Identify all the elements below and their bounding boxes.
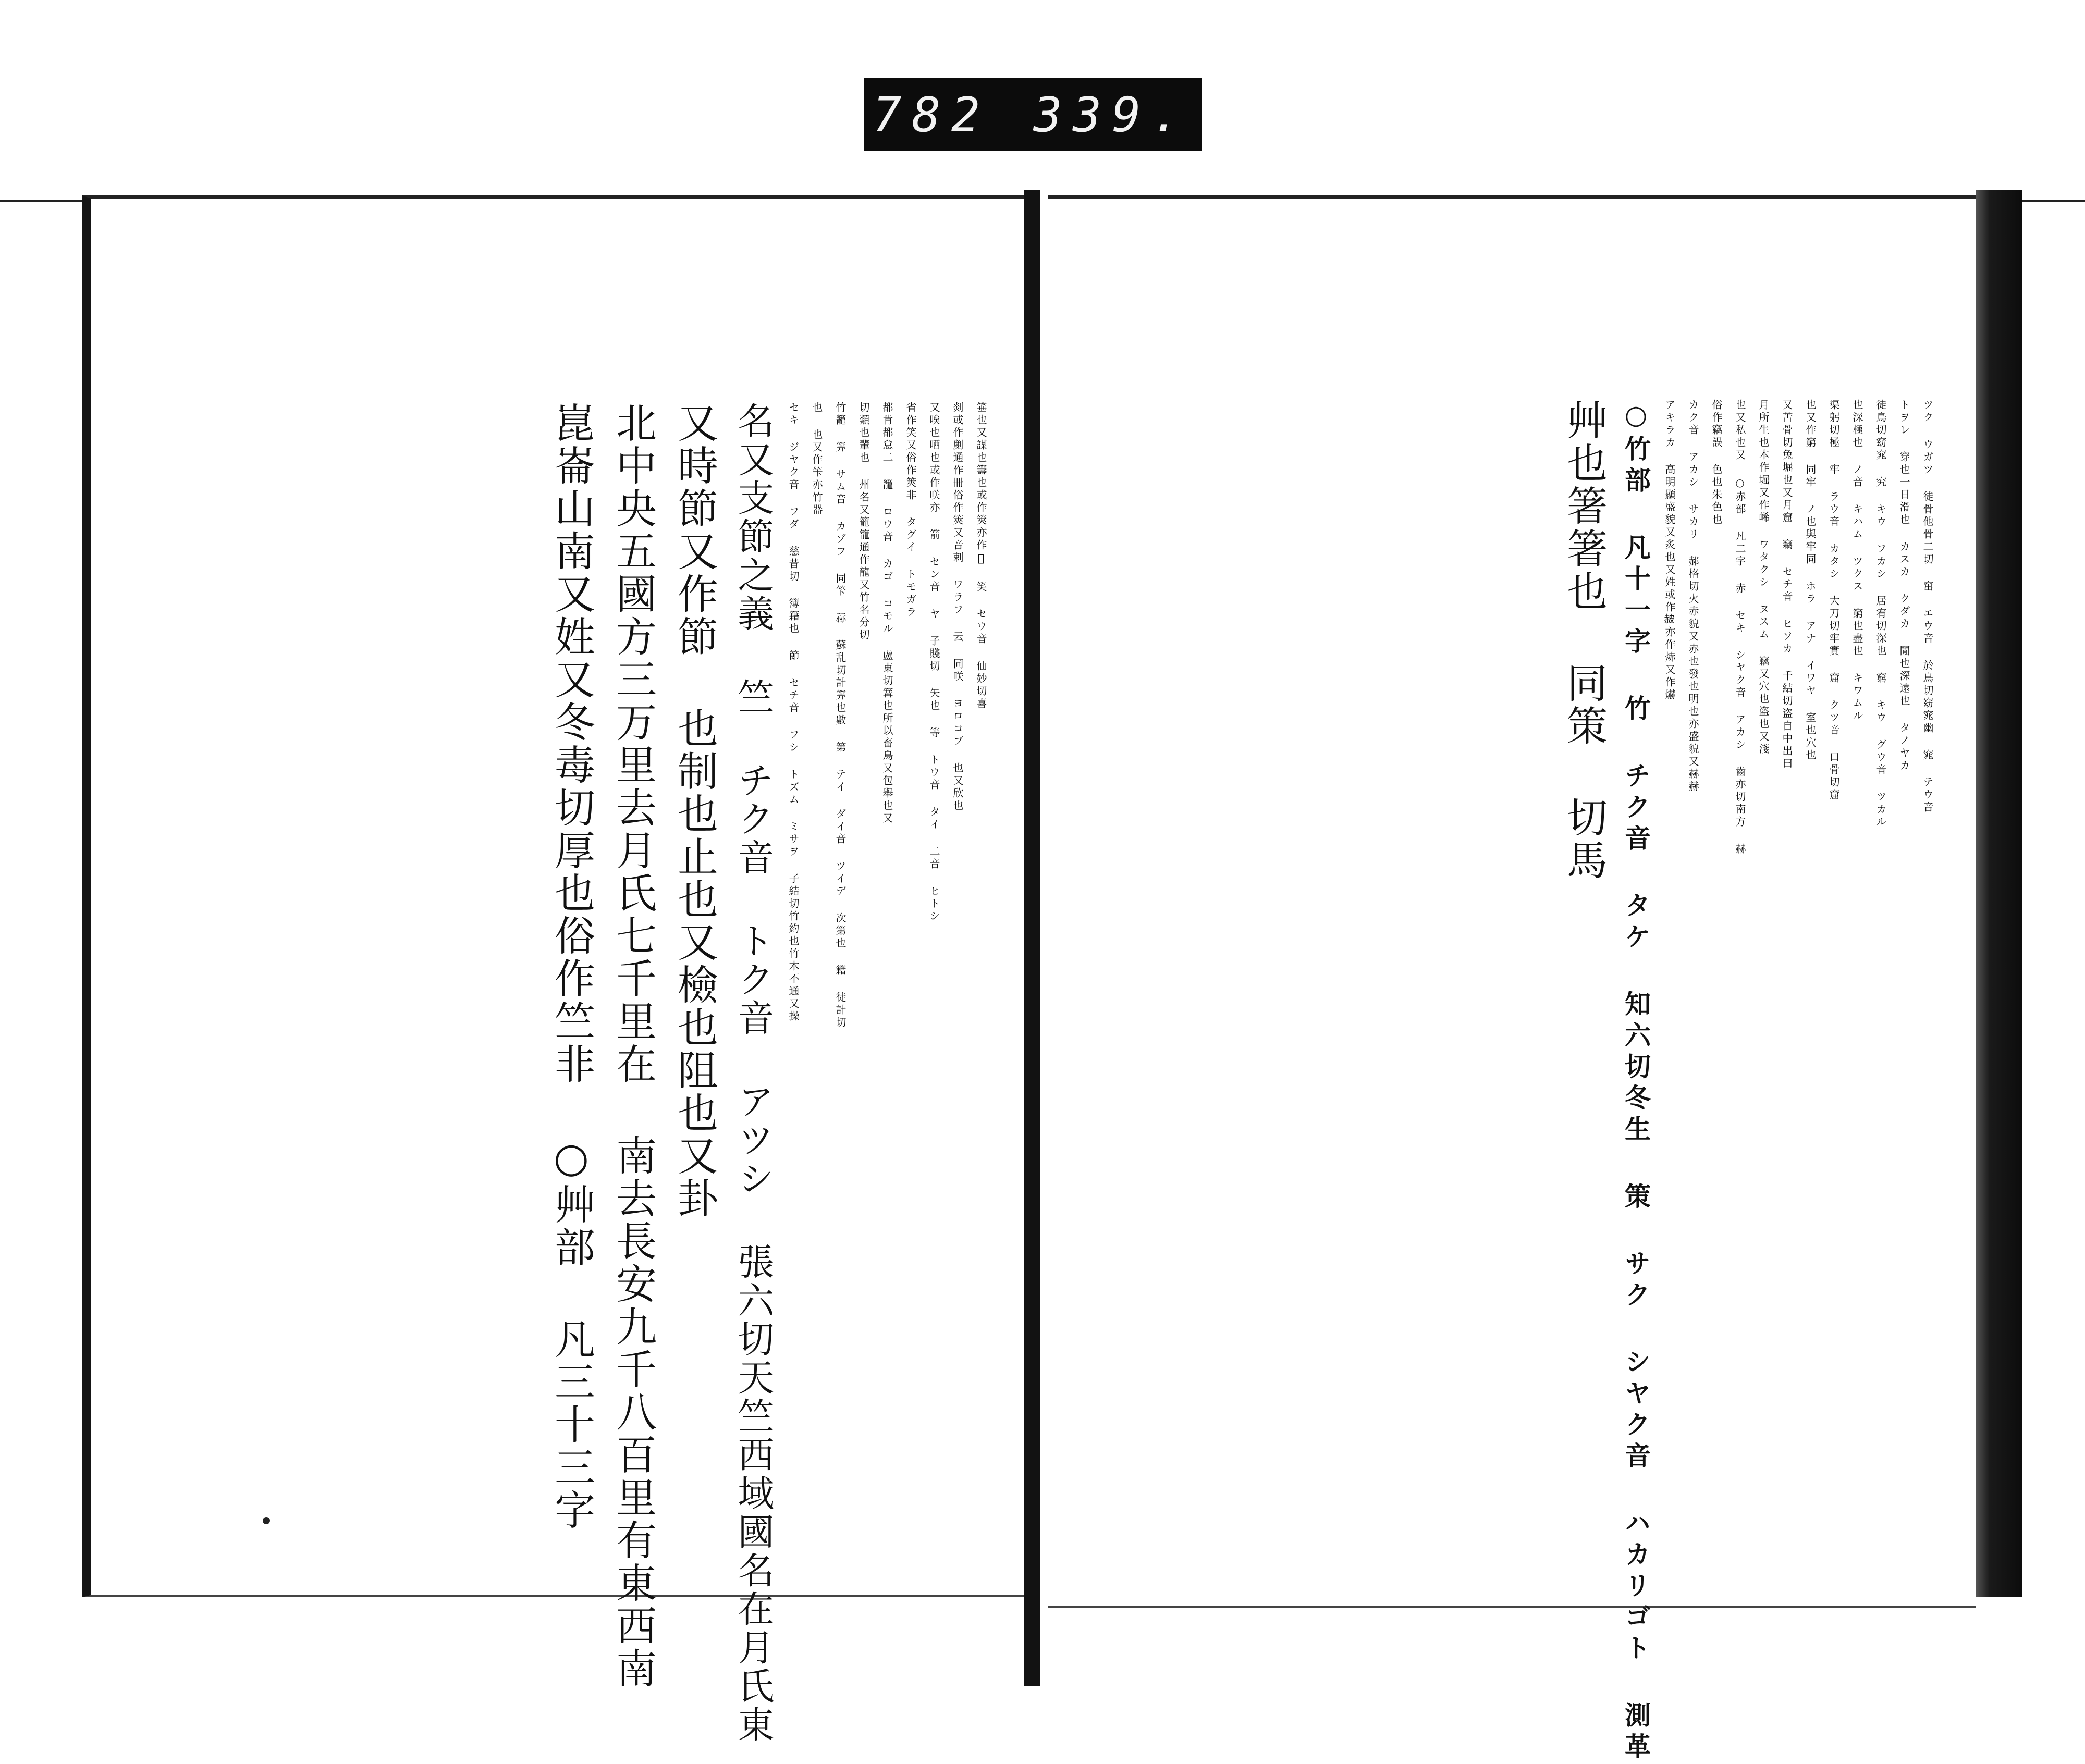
book-spine xyxy=(1024,190,1040,1686)
left-column-7: 竹籠 筭 サム音 カゾフ 同笇 祘 蘇乱切計筭也數 第 テイ ダイ音 ツイデ 次第也 籍 徒計切 xyxy=(834,402,847,1029)
scan-number-label xyxy=(864,78,1202,151)
page-edge-line-left xyxy=(0,200,89,202)
right-column-4: 也深極也 ノ音 キハム ツクス 窮也盡也 キワムル xyxy=(1851,399,1863,722)
left-column-1: 箠也又謀也籌也或作筴亦作𠜂 笑 セウ音 仙妙切喜 xyxy=(975,402,987,710)
right-column-12: アキラカ 高明顯盛貌又炙也又姓或作𧹞亦作焃又作爀 xyxy=(1663,399,1676,701)
right-column-2: トヲレ 穿也一日滑也 カスカ クダカ 閒也深遠也 タノヤカ xyxy=(1898,399,1910,772)
left-column-10: 名又支節之義 竺 チク音 トク音 アツシ 張六切天竺西域國名在月氏東 xyxy=(732,402,775,1744)
ink-speck xyxy=(263,1517,270,1524)
right-page xyxy=(1048,195,1976,1764)
left-column-13: 崑崙山南又姓又冬毒切厚也俗作竺非 ○艸部 凡三十三字 xyxy=(548,402,595,1532)
right-column-9: 也又私也又 ○赤部 凡二字 赤 セキ シヤク音 アカシ 齒亦切南方 赫 xyxy=(1734,399,1746,856)
left-column-4: 省作笑又俗作筴非 タグイ トモガラ xyxy=(904,402,917,619)
right-column-7: 又苦骨切兔堀也又月窟 竊 セチ音 ヒソカ 千結切盗自中出曰 xyxy=(1781,399,1793,770)
scan-number-left: 782 xyxy=(873,87,991,143)
left-column-8: 也 也又作笇亦竹器 xyxy=(811,402,823,516)
page-edge-line-right xyxy=(2022,200,2085,202)
right-column-6: 也又作窮 同牢 ノ也與牢同 ホラ アナ イワヤ 室也穴也 xyxy=(1804,399,1817,762)
right-column-13: ○竹部 凡十一字 竹 チク音 タケ 知六切冬生 策 サク シヤク音 ハカリゴト 測革 xyxy=(1621,399,1651,1764)
scan-number-right: 339. xyxy=(1033,87,1191,143)
left-page-columns xyxy=(546,402,987,1744)
left-column-3: 又唉也哂也或作咲亦 箭 セン音 ヤ 子賤切 矢也 等 トウ音 タイ 二音 ヒトシ xyxy=(928,402,940,923)
left-column-11: 又時節又作節 也制也止也又檢也阻也又卦 xyxy=(671,402,718,1220)
right-column-5: 渠躬切極 牢 ラウ音 カタシ 大刀切牢實 窟 クツ音 口骨切窟 xyxy=(1828,399,1840,801)
right-column-8: 月所生也本作堀又作㟓 ワタクシ ヌスム 竊又穴也盗也又淺 xyxy=(1757,399,1770,756)
right-column-3: 徒鳥切窈窕 究 キウ フカシ 居宥切深也 窮 キウ グウ音 ツカル xyxy=(1874,399,1887,829)
right-column-1: ツク ウガツ 徒骨他骨二切 窋 エウ音 於鳥切窈窕幽 窕 テウ音 xyxy=(1921,399,1934,814)
left-column-12: 北中央五國方三万里去月氏七千里在 南去長安九千八百里有東西南 xyxy=(609,402,656,1690)
right-page-columns xyxy=(1558,399,1934,1764)
book-fore-edge xyxy=(1976,190,2022,1597)
left-column-5: 都肯都怠二 籠 ロウ音 カゴ コモル 盧東切篝也所以畜鳥又包舉也又 xyxy=(881,402,893,825)
left-page xyxy=(82,195,1034,1744)
left-column-6: 切類也輩也 州名又籠籠通作龍又竹名分切 xyxy=(857,402,870,642)
left-column-9: セキ ジヤク音 フダ 慈昔切 簿籍也 節 セチ音 フシ トズム ミサヲ 子結切竹約也竹木不通又操 xyxy=(787,402,800,1023)
right-column-14: 艸也箸箸也 同策 切馬 xyxy=(1560,399,1607,882)
left-column-2: 剡或作剫通作冊俗作筴又音剌 ワラフ 云 同咲 ヨロコブ 也又欣也 xyxy=(951,402,964,812)
right-column-11: カク音 アカシ サカリ 郝格切火赤貌又赤也發也明也亦盛貌又赫赫 xyxy=(1687,399,1699,793)
right-column-10: 俗作竊誤 色也朱色也 xyxy=(1710,399,1723,526)
open-book xyxy=(78,180,2033,1764)
